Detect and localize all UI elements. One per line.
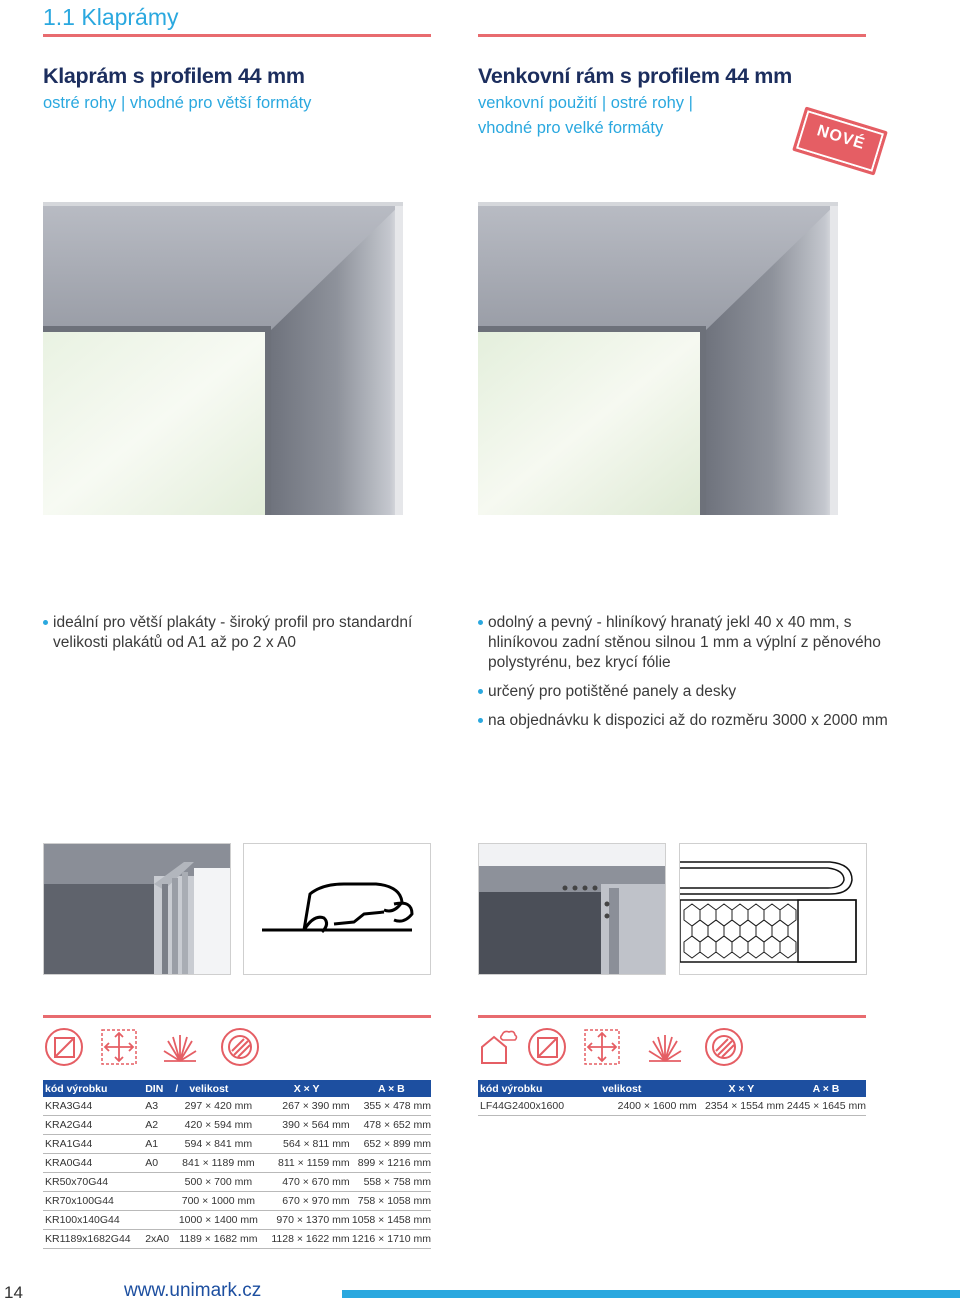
table-cell: 1216 × 1710 mm [350, 1230, 431, 1249]
section-title: 1.1 Klaprámy [43, 4, 179, 30]
table-cell: 2400 × 1600 mm [600, 1097, 696, 1116]
table-header-row [43, 1080, 431, 1097]
page-number: 14 [4, 1283, 23, 1302]
top-rule-right [478, 34, 866, 37]
col-header: X × Y [697, 1080, 784, 1097]
table-cell: 355 × 478 mm [350, 1097, 431, 1116]
table-cell: 564 × 811 mm [261, 1135, 349, 1154]
table-cell [143, 1211, 173, 1230]
right-corner-thumbnail [478, 843, 666, 975]
right-product-subtitle [478, 91, 693, 141]
table-cell: A3 [143, 1097, 173, 1116]
left-bullet-list [43, 613, 423, 662]
left-profile-drawing [243, 843, 431, 975]
table-row [43, 1097, 431, 1116]
table-cell: A2 [143, 1116, 173, 1135]
footer-bar [342, 1290, 960, 1298]
outdoor-house-icon [478, 1027, 518, 1067]
sun-rays-icon [160, 1027, 200, 1067]
table-cell: 811 × 1159 mm [261, 1154, 349, 1173]
table-cell: KRA0G44 [43, 1154, 143, 1173]
col-header: kód výrobku [478, 1080, 600, 1097]
table-cell: 390 × 564 mm [261, 1116, 349, 1135]
col-header: velikost [600, 1080, 696, 1097]
table-cell: LF44G2400x1600 [478, 1097, 600, 1116]
table-cell: 670 × 970 mm [261, 1192, 349, 1211]
table-cell: 652 × 899 mm [350, 1135, 431, 1154]
table-row [43, 1192, 431, 1211]
col-header: DIN [143, 1080, 173, 1097]
table-cell: 500 × 700 mm [173, 1173, 261, 1192]
right-subtitle-line-2: vhodné pro velké formáty [478, 119, 664, 137]
left-subtitle-line: ostré rohy | vhodné pro větší formáty [43, 94, 312, 112]
right-bullet: na objednávku k dispozici až do rozměru 3000 x 2000 mm [478, 711, 888, 731]
left-product-title: Klaprám s profilem 44 mm [43, 64, 305, 88]
hatched-circle-icon [220, 1027, 260, 1067]
col-header: X × Y [261, 1080, 349, 1097]
right-subtitle-line-1: venkovní použití | ostré rohy | [478, 94, 693, 112]
table-cell: 1000 × 1400 mm [173, 1211, 261, 1230]
table-cell: 267 × 390 mm [261, 1097, 349, 1116]
new-badge: NOVÉ [792, 106, 888, 175]
table-header-row [478, 1080, 866, 1097]
table-cell: 558 × 758 mm [350, 1173, 431, 1192]
left-bullet: ideální pro větší plakáty - široký profil pro standardní velikosti plakátů od A1 až po 2 x A0 [43, 613, 423, 653]
col-header: A × B [784, 1080, 866, 1097]
table-cell: 594 × 841 mm [173, 1135, 261, 1154]
col-header: A × B [350, 1080, 431, 1097]
right-size-table [478, 1080, 866, 1116]
col-header: velikost [187, 1080, 261, 1097]
table-cell: 420 × 594 mm [173, 1116, 261, 1135]
left-product-subtitle [43, 91, 311, 116]
sun-rays-icon [645, 1027, 685, 1067]
table-row [478, 1097, 866, 1116]
hatched-circle-icon [704, 1027, 744, 1067]
table-cell: 1058 × 1458 mm [350, 1211, 431, 1230]
table-cell: KRA3G44 [43, 1097, 143, 1116]
table-cell [143, 1173, 173, 1192]
table-cell: KR100x140G44 [43, 1211, 143, 1230]
table-cell: 1128 × 1622 mm [261, 1230, 349, 1249]
table-row [43, 1211, 431, 1230]
mid-rule-left [43, 1015, 431, 1018]
col-header: / [173, 1080, 187, 1097]
right-bullet-list [478, 613, 888, 740]
table-row [43, 1230, 431, 1249]
right-frame-photo [478, 202, 838, 515]
right-table-body [478, 1097, 866, 1116]
website-link[interactable]: www.unimark.cz [124, 1280, 262, 1301]
table-cell: 841 × 1189 mm [173, 1154, 261, 1173]
right-product-title: Venkovní rám s profilem 44 mm [478, 64, 792, 88]
right-profile-drawing [679, 843, 867, 975]
expand-arrows-icon [99, 1027, 139, 1067]
right-bullet: odolný a pevný - hliníkový hranatý jekl 40 x 40 mm, s hliníkovou zadní stěnou silnou 1 mm a výplní z pěnového polystyrénu, bez krycí fólie [478, 613, 888, 673]
table-row [43, 1173, 431, 1192]
table-cell: 899 × 1216 mm [350, 1154, 431, 1173]
left-size-table [43, 1080, 431, 1249]
table-cell: A1 [143, 1135, 173, 1154]
left-corner-thumbnail [43, 843, 231, 975]
corner-frame-icon [527, 1027, 567, 1067]
table-cell: 1189 × 1682 mm [173, 1230, 261, 1249]
table-cell: KR70x100G44 [43, 1192, 143, 1211]
right-bullet: určený pro potištěné panely a desky [478, 682, 888, 702]
table-row [43, 1135, 431, 1154]
table-cell: A0 [143, 1154, 173, 1173]
table-cell: 2xA0 [143, 1230, 173, 1249]
table-cell: 297 × 420 mm [173, 1097, 261, 1116]
corner-frame-icon [44, 1027, 84, 1067]
table-cell: KR50x70G44 [43, 1173, 143, 1192]
top-rule-left [43, 34, 431, 37]
table-cell: 970 × 1370 mm [261, 1211, 349, 1230]
table-cell: 758 × 1058 mm [350, 1192, 431, 1211]
table-cell: 478 × 652 mm [350, 1116, 431, 1135]
table-cell: 700 × 1000 mm [173, 1192, 261, 1211]
table-row [43, 1154, 431, 1173]
table-cell [143, 1192, 173, 1211]
table-cell: KRA2G44 [43, 1116, 143, 1135]
table-cell: KR1189x1682G44 [43, 1230, 143, 1249]
table-cell: 470 × 670 mm [261, 1173, 349, 1192]
col-header: kód výrobku [43, 1080, 143, 1097]
left-frame-photo [43, 202, 403, 515]
table-cell: 2445 × 1645 mm [784, 1097, 866, 1116]
mid-rule-right [478, 1015, 866, 1018]
table-cell: KRA1G44 [43, 1135, 143, 1154]
left-table-body [43, 1097, 431, 1249]
table-cell: 2354 × 1554 mm [697, 1097, 784, 1116]
table-row [43, 1116, 431, 1135]
expand-arrows-icon [582, 1027, 622, 1067]
